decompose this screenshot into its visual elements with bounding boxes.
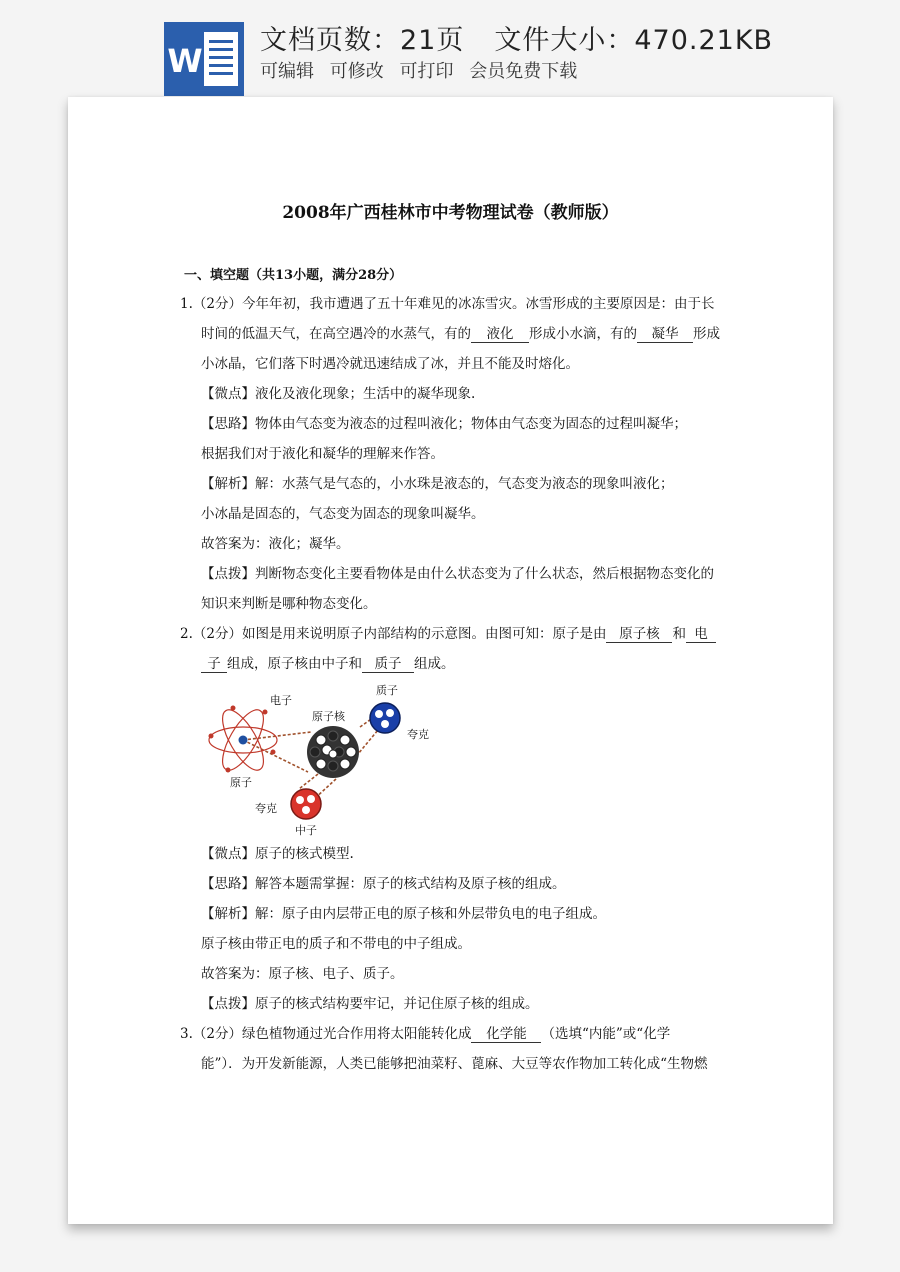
q3-line2: 能”）．为开发新能源，人类已能够把油菜籽、蓖麻、大豆等农作物加工转化成“生物燃 [201, 1056, 708, 1072]
file-info [260, 18, 773, 57]
feature-member-download: 会员免费下载 [469, 61, 578, 82]
q1-line3: 小冰晶，它们落下时遇冷就迅速结成了冰，并且不能及时熔化。 [201, 356, 579, 372]
atom-structure-diagram [203, 682, 453, 842]
q3-text-b: （选填“内能”或“化学 [541, 1026, 671, 1042]
q1-answer: 故答案为：液化；凝华。 [201, 536, 350, 552]
atom-icon [209, 704, 278, 776]
label-proton: 质子 [376, 684, 398, 697]
feature-editable: 可编辑 [260, 61, 314, 82]
q1-jiexi-1: 【解析】解：水蒸气是气态的，小水珠是液态的，气态变为液态的现象叫液化； [201, 476, 674, 492]
label-neutron: 中子 [295, 824, 317, 837]
page-count: 文档页数：21页 [260, 25, 465, 56]
label-nucleus: 原子核 [312, 710, 345, 723]
word-letter: W [167, 42, 203, 80]
label-atom: 原子 [230, 776, 252, 789]
q2-answer-1: 原子核 [606, 626, 672, 643]
q1-weidian: 【微点】液化及液化现象；生活中的凝华现象. [201, 386, 476, 402]
q2-text-a: 2.（2分）如图是用来说明原子内部结构的示意图。由图可知：原子是由 [180, 626, 607, 642]
q1-dianbo-2: 知识来判断是哪种物态变化。 [201, 596, 377, 612]
feature-printable: 可打印 [399, 61, 454, 82]
nucleus-icon [307, 726, 359, 778]
q2-line2 [201, 654, 455, 674]
q1-jiexi-2: 小冰晶是固态的，气态变为固态的现象叫凝华。 [201, 506, 485, 522]
q1-line1: 1.（2分）今年年初，我市遭遇了五十年难见的冰冻雪灾。冰雪形成的主要原因是：由于长 [180, 296, 715, 312]
q1-line2 [201, 324, 720, 344]
q2-dianbo: 【点拨】原子的核式结构要牢记，并记住原子核的组成。 [201, 996, 539, 1012]
q2-text-d: 组成。 [414, 656, 455, 672]
q2-answer: 故答案为：原子核、电子、质子。 [201, 966, 404, 982]
q2-line1 [180, 624, 716, 644]
q3-answer-1: 化学能 [471, 1026, 541, 1043]
q2-answer-2b: 子 [201, 656, 227, 673]
file-size: 文件大小：470.21KB [494, 25, 774, 56]
q1-answer-1: 液化 [471, 326, 529, 343]
q1-silu-1: 【思路】物体由气态变为液态的过程叫液化；物体由气态变为固态的过程叫凝华； [201, 416, 687, 432]
q1-text-a: 时间的低温天气，在高空遇冷的水蒸气，有的 [201, 326, 471, 342]
q2-text-b: 和 [672, 626, 686, 642]
feature-modifiable: 可修改 [329, 61, 384, 82]
neutron-icon [291, 789, 321, 819]
label-electron: 电子 [270, 694, 292, 707]
document-page [68, 97, 833, 1224]
label-quark-2: 夸克 [255, 802, 277, 815]
proton-icon [370, 703, 400, 733]
q2-answer-3: 质子 [362, 656, 414, 673]
download-header [0, 0, 900, 100]
document-title: 2008年广西桂林市中考物理试卷（教师版） [282, 203, 619, 223]
q2-jiexi-2: 原子核由带正电的质子和不带电的中子组成。 [201, 936, 471, 952]
section-heading: 一、填空题（共13小题，满分28分） [184, 268, 403, 283]
q1-text-c: 形成 [693, 326, 720, 342]
feature-list [260, 57, 587, 83]
q2-text-c: 组成，原子核由中子和 [227, 656, 362, 672]
q1-answer-2: 凝华 [637, 326, 693, 343]
q2-weidian: 【微点】原子的核式模型. [201, 846, 354, 862]
label-quark-1: 夸克 [407, 728, 429, 741]
q2-jiexi-1: 【解析】解：原子由内层带正电的原子核和外层带负电的电子组成。 [201, 906, 606, 922]
q1-dianbo-1: 【点拨】判断物态变化主要看物体是由什么状态变为了什么状态，然后根据物态变化的 [201, 566, 714, 582]
word-document-icon [164, 22, 244, 96]
q1-silu-2: 根据我们对于液化和凝华的理解来作答。 [201, 446, 444, 462]
q3-line1 [180, 1024, 670, 1044]
q2-silu: 【思路】解答本题需掌握：原子的核式结构及原子核的组成。 [201, 876, 566, 892]
q3-text-a: 3.（2分）绿色植物通过光合作用将太阳能转化成 [180, 1026, 472, 1042]
q1-text-b: 形成小水滴，有的 [529, 326, 637, 342]
q2-answer-2a: 电 [686, 626, 716, 643]
